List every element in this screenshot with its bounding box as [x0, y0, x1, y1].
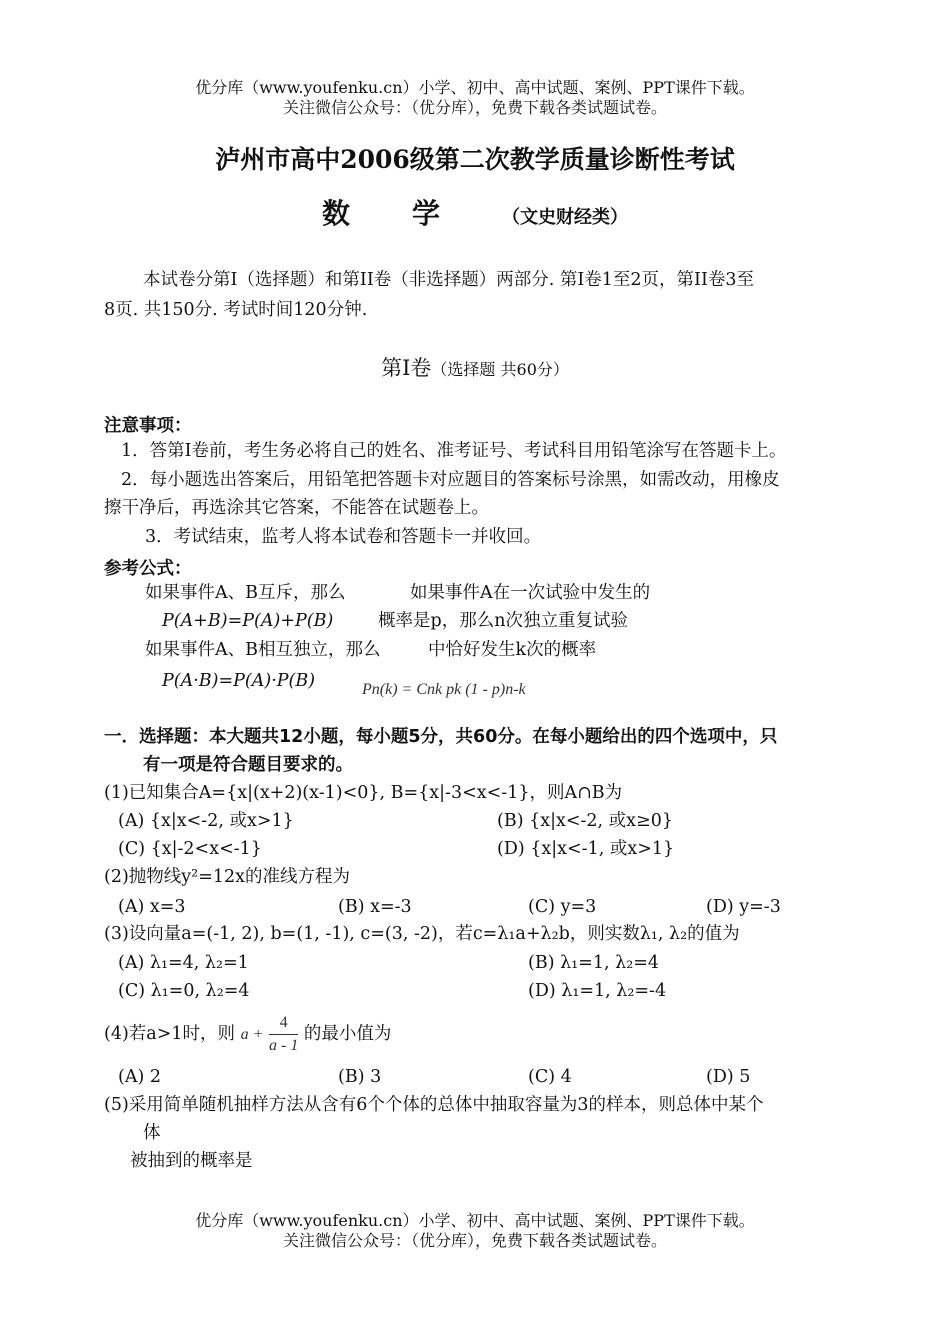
q4-option-d: (D) 5 — [706, 1067, 751, 1087]
formula-text-3a: 如果事件A、B相互独立，那么 — [145, 640, 381, 660]
part-1-heading-line-2: 有一项是符合题目要求的。 — [143, 755, 353, 775]
note-2b: 擦干净后，再选涂其它答案，不能答在试题卷上。 — [104, 498, 489, 518]
q3-option-a: (A) λ₁=4, λ₂=1 — [118, 953, 249, 973]
part-1-heading-line-1: 一．选择题：本大题共12小题，每小题5分，共60分。在每小题给出的四个选项中，只 — [104, 727, 778, 747]
q1-option-d: (D) {x|x<-1, 或x>1} — [497, 839, 675, 859]
formula-multiplication: P(A·B)=P(A)·P(B) — [162, 671, 316, 691]
formula-text-3b: 中恰好发生k次的概率 — [428, 640, 597, 660]
q4-fraction — [269, 1012, 298, 1057]
q3-option-b: (B) λ₁=1, λ₂=4 — [528, 953, 660, 973]
q3-option-c: (C) λ₁=0, λ₂=4 — [118, 981, 250, 1001]
q1-stem: (1)已知集合A={x|(x+2)(x-1)<0}, B={x|-3<x<-1}，则A∩B为 — [104, 783, 623, 803]
q2-option-d: (D) y=-3 — [706, 897, 781, 917]
formula-addition: P(A+B)=P(A)+P(B) — [162, 611, 334, 631]
formula-text-1b: 如果事件A在一次试验中发生的 — [410, 583, 651, 603]
formula-binomial: Pn(k) = Cnk pk (1 - p)n-k — [362, 681, 526, 698]
q4-stem-pre: (4)若a>1时，则 — [104, 1024, 236, 1044]
q4-stem — [104, 1010, 391, 1059]
q2-stem: (2)抛物线y²=12x的准线方程为 — [104, 867, 350, 887]
q2-option-a: (A) x=3 — [118, 897, 186, 917]
subject-heading — [0, 192, 950, 232]
section-1-subtitle: （选择题 共60分） — [431, 360, 569, 379]
footer-line-1: 优分库（www.youfenku.cn）小学、初中、高中试题、案例、PPT课件下载。 — [195, 1211, 755, 1230]
q4-fraction-denominator: a - 1 — [268, 1037, 299, 1054]
notes-heading: 注意事项： — [104, 416, 192, 436]
q1-option-a: (A) {x|x<-2, 或x>1} — [118, 811, 294, 831]
intro-line-2: 8页. 共150分. 考试时间120分钟. — [104, 300, 368, 320]
q1-option-b: (B) {x|x<-2, 或x≥0} — [497, 811, 673, 831]
q2-option-c: (C) y=3 — [528, 897, 597, 917]
q4-stem-post: 的最小值为 — [303, 1024, 392, 1044]
q4-fraction-numerator: 4 — [269, 1012, 298, 1035]
subject-category: （文史财经类） — [502, 207, 628, 228]
subject-name: 数学 — [321, 197, 502, 230]
note-1: 1．答第I卷前，考生务必将自己的姓名、准考证号、考试科目用铅笔涂写在答题卡上。 — [121, 441, 787, 461]
formula-text-2b: 概率是p，那么n次独立重复试验 — [378, 611, 628, 631]
q5-line-2: 体 — [143, 1123, 161, 1143]
q3-option-d: (D) λ₁=1, λ₂=-4 — [528, 981, 667, 1001]
intro-line-1: 本试卷分第I（选择题）和第II卷（非选择题）两部分. 第I卷1至2页，第II卷3至 — [143, 270, 755, 290]
q2-option-b: (B) x=-3 — [338, 897, 412, 917]
formula-text-1a: 如果事件A、B互斥，那么 — [145, 583, 346, 603]
section-1-title: 第I卷 — [381, 356, 432, 380]
exam-title: 泸州市高中2006级第二次教学质量诊断性考试 — [215, 145, 735, 174]
q4-option-c: (C) 4 — [528, 1067, 572, 1087]
note-3: 3．考试结束，监考人将本试卷和答题卡一并收回。 — [145, 527, 542, 547]
q4-option-a: (A) 2 — [118, 1067, 161, 1087]
q1-option-c: (C) {x|-2<x<-1} — [118, 839, 262, 859]
note-2a: 2．每小题选出答案后，用铅笔把答题卡对应题目的答案标号涂黑，如需改动，用橡皮 — [121, 470, 780, 490]
q3-stem: (3)设向量a=(-1, 2), b=(1, -1), c=(3, -2)，若c=λ₁a+λ₂b，则实数λ₁, λ₂的值为 — [104, 924, 740, 944]
header-line-1: 优分库（www.youfenku.cn）小学、初中、高中试题、案例、PPT课件下载。 — [195, 78, 755, 97]
q4-option-b: (B) 3 — [338, 1067, 382, 1087]
footer-line-2: 关注微信公众号：（优分库），免费下载各类试题试卷。 — [282, 1231, 667, 1250]
formulas-heading: 参考公式： — [104, 559, 192, 579]
q5-line-1: (5)采用简单随机抽样方法从含有6个个体的总体中抽取容量为3的样本，则总体中某个 — [104, 1095, 764, 1115]
q5-line-3: 被抽到的概率是 — [130, 1151, 253, 1171]
header-line-2: 关注微信公众号：（优分库），免费下载各类试题试卷。 — [282, 98, 667, 117]
section-1-heading — [0, 352, 950, 382]
q4-expression: a + — [240, 1026, 264, 1043]
